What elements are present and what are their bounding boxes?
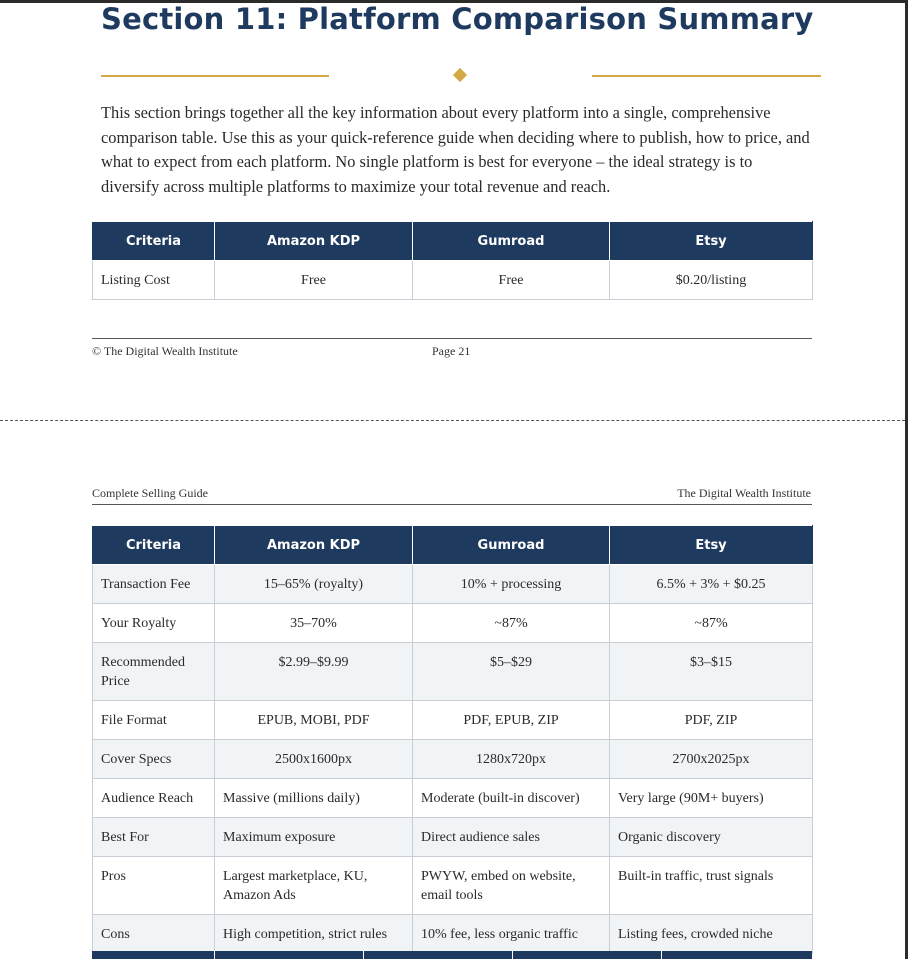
cell-etsy: Very large (90M+ buyers): [610, 779, 813, 818]
header-criteria: Criteria: [93, 222, 215, 261]
header-amazon-kdp: Amazon KDP: [215, 222, 413, 261]
header-etsy: Etsy: [610, 526, 813, 565]
footer-copyright: © The Digital Wealth Institute: [92, 344, 238, 358]
row-criteria: Listing Cost: [93, 261, 215, 300]
row-criteria: Audience Reach: [93, 779, 215, 818]
row-criteria: Your Royalty: [93, 604, 215, 643]
running-header-left: Complete Selling Guide: [92, 486, 208, 500]
cell-etsy: 6.5% + 3% + $0.25: [610, 565, 813, 604]
running-header-right: The Digital Wealth Institute: [677, 486, 811, 500]
row-criteria: Best For: [93, 818, 215, 857]
cell-amazon-kdp: High competition, strict rules: [215, 915, 413, 954]
cell-etsy: ~87%: [610, 604, 813, 643]
comparison-table-page-1: [92, 221, 813, 300]
cell-gumroad: $5–$29: [413, 643, 610, 701]
cell-etsy: Built-in traffic, trust signals: [610, 857, 813, 915]
title-divider-right: [592, 75, 821, 77]
cell-etsy: PDF, ZIP: [610, 701, 813, 740]
table-row: [93, 740, 813, 779]
cell-gumroad: 1280x720px: [413, 740, 610, 779]
table-row: [93, 857, 813, 915]
cell-gumroad: 10% + processing: [413, 565, 610, 604]
row-criteria: Cover Specs: [93, 740, 215, 779]
comparison-table-page-2: [92, 525, 813, 954]
row-criteria: Pros: [93, 857, 215, 915]
cell-gumroad: 10% fee, less organic traffic: [413, 915, 610, 954]
section-title: Section 11: Platform Comparison Summary: [101, 2, 814, 36]
table-row: [93, 701, 813, 740]
table-row: [93, 261, 813, 300]
header-amazon-kdp: Amazon KDP: [215, 526, 413, 565]
intro-paragraph: This section brings together all the key information about every platform into a single, comprehensive comparison table. Use this as your quick-reference guide when deciding where to publish, how to price, and what to expect from each platform. No single platform is best for everyone – the ideal strategy is to diversify across multiple platforms to maximize your total revenue and reach.: [101, 103, 810, 196]
next-table-header-strip: [92, 951, 812, 959]
header-gumroad: Gumroad: [413, 222, 610, 261]
cell-etsy: Organic discovery: [610, 818, 813, 857]
cell-amazon-kdp: 35–70%: [215, 604, 413, 643]
title-divider-left: [101, 75, 329, 77]
cell-etsy: Listing fees, crowded niche: [610, 915, 813, 954]
cell-amazon-kdp: EPUB, MOBI, PDF: [215, 701, 413, 740]
table-header-row: [93, 222, 813, 261]
table-row: [93, 779, 813, 818]
row-criteria: File Format: [93, 701, 215, 740]
row-criteria: Transaction Fee: [93, 565, 215, 604]
diamond-ornament-icon: [453, 68, 467, 82]
cell-etsy: 2700x2025px: [610, 740, 813, 779]
row-criteria: Cons: [93, 915, 215, 954]
table-row: [93, 565, 813, 604]
cell-amazon-kdp: 15–65% (royalty): [215, 565, 413, 604]
cell-amazon-kdp: Maximum exposure: [215, 818, 413, 857]
cell-amazon-kdp: $2.99–$9.99: [215, 643, 413, 701]
cell-amazon-kdp: Massive (millions daily): [215, 779, 413, 818]
page-number: Page 21: [432, 344, 471, 358]
cell-etsy: $0.20/listing: [610, 261, 813, 300]
row-criteria: Recommended Price: [93, 643, 215, 701]
cell-gumroad: Free: [413, 261, 610, 300]
cell-gumroad: ~87%: [413, 604, 610, 643]
table-row: [93, 818, 813, 857]
table-row: [93, 643, 813, 701]
cell-gumroad: PDF, EPUB, ZIP: [413, 701, 610, 740]
cell-gumroad: Moderate (built-in discover): [413, 779, 610, 818]
header-etsy: Etsy: [610, 222, 813, 261]
cell-amazon-kdp: 2500x1600px: [215, 740, 413, 779]
page-break-divider: [0, 420, 905, 421]
table-header-row: [93, 526, 813, 565]
cell-amazon-kdp: Largest marketplace, KU, Amazon Ads: [215, 857, 413, 915]
table-row: [93, 604, 813, 643]
table-row: [93, 915, 813, 954]
header-rule: [92, 504, 812, 505]
cell-etsy: $3–$15: [610, 643, 813, 701]
header-criteria: Criteria: [93, 526, 215, 565]
cell-gumroad: PWYW, embed on website, email tools: [413, 857, 610, 915]
footer-rule: [92, 338, 812, 339]
header-gumroad: Gumroad: [413, 526, 610, 565]
cell-amazon-kdp: Free: [215, 261, 413, 300]
cell-gumroad: Direct audience sales: [413, 818, 610, 857]
